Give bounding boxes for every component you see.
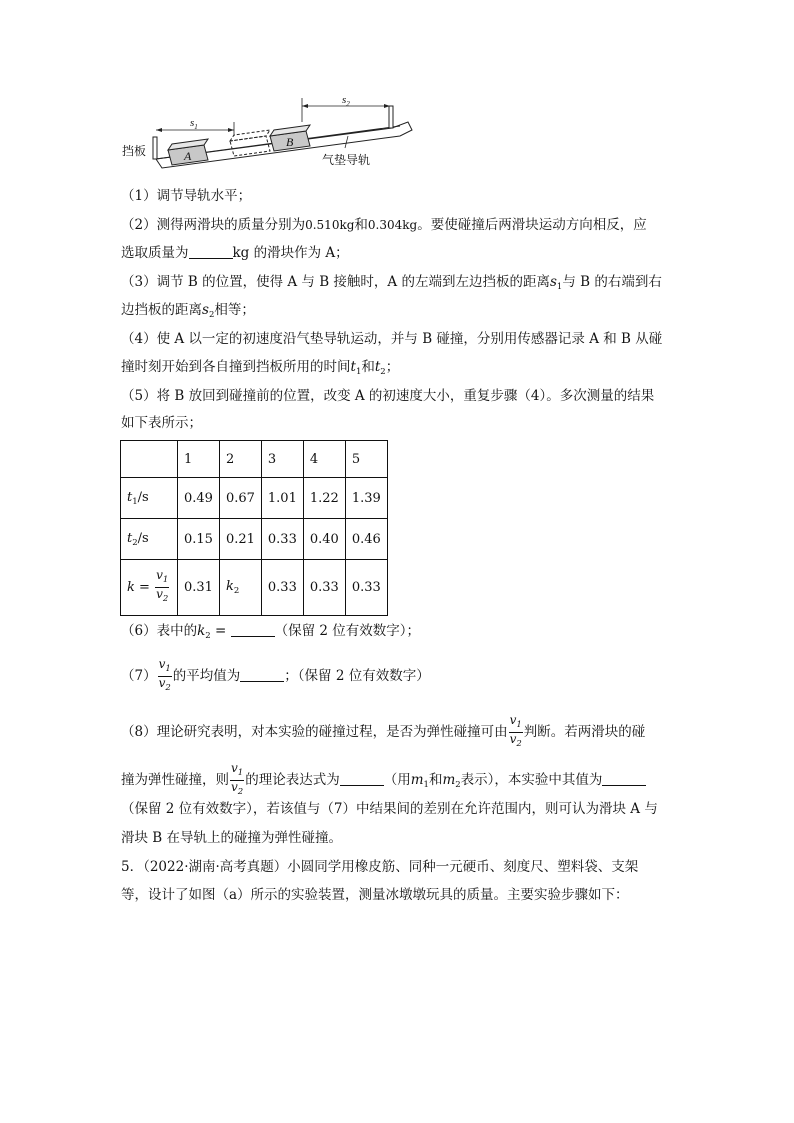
step-1-text: （1）调节导轨水平； [121, 188, 252, 204]
table-cell: 0.67 [219, 478, 261, 519]
table-row-t1 [121, 478, 388, 519]
table-cell: 0.33 [261, 519, 303, 560]
step-6 [121, 621, 420, 646]
row-label-t2: $t_2/s$ [121, 519, 178, 560]
step-7-text-b: 的平均值为 [172, 668, 241, 684]
table-cell: 0.46 [345, 519, 387, 560]
k2-sub: 2 [205, 631, 211, 641]
step-3 [121, 272, 662, 297]
step-6-text-a: （6）表中的 [121, 623, 198, 639]
step-8-cont-2 [121, 799, 658, 819]
step-8-text-e: （用 [383, 772, 411, 788]
step-1 [121, 186, 251, 206]
mass-2: 0.304kg [367, 218, 418, 232]
t1-var: t [350, 359, 356, 375]
table-cell: 0.33 [261, 560, 303, 616]
s2-sub: 2 [208, 310, 215, 320]
step-8-text-f: 表示），本实验中其值为 [460, 772, 603, 788]
step-2-cont [121, 243, 349, 263]
step-5-text-a: （5）将 B 放回到碰撞前的位置，改变 A 的初速度大小，重复步骤（4）。多次测量的结果 [121, 388, 655, 404]
m1-sub: 1 [423, 780, 429, 790]
t1-sub: 1 [355, 367, 362, 377]
question-5 [121, 857, 638, 877]
table-cell: 1.22 [303, 478, 345, 519]
table-cell: 0.31 [178, 560, 220, 616]
answer-blank-value[interactable] [602, 772, 646, 786]
mass-1: 0.510kg [305, 218, 355, 232]
table-header-cell: 1 [178, 441, 220, 478]
table-cell: 0.21 [219, 519, 261, 560]
step-8-text-c: 撞为弹性碰撞，则 [121, 772, 229, 788]
step-4-cont [121, 357, 399, 382]
step-3-text-c: 边挡板的距离 [121, 302, 202, 318]
table-cell: 0.33 [345, 560, 387, 616]
step-8-text-b: 判断。若两滑块的碰 [523, 724, 646, 740]
table-cell: 1.01 [261, 478, 303, 519]
results-table [120, 440, 388, 616]
table-cell: 0.40 [303, 519, 345, 560]
step-8-cont [121, 762, 646, 799]
answer-blank-expression[interactable] [340, 772, 384, 786]
step-4 [121, 329, 662, 349]
step-5-cont [121, 413, 202, 433]
step-3-text-b: 与 B 的右端到右 [562, 274, 662, 290]
t2-var: t [374, 359, 381, 375]
step-5 [121, 386, 654, 406]
table-header-row [121, 441, 388, 478]
question-5-cont [121, 885, 629, 905]
step-6-text-b: （保留 2 位有效数字）； [274, 623, 421, 639]
table-cell: 0.49 [178, 478, 220, 519]
answer-blank-average[interactable] [240, 668, 284, 682]
m2-var: m [442, 772, 456, 788]
step-2-text-b: 。要使碰撞后两滑块运动方向相反，应 [417, 217, 647, 233]
table-header-cell: 5 [345, 441, 387, 478]
step-2-text-a: （2）测得两滑块的质量分别为 [121, 217, 306, 233]
board-label: 挡板 [122, 144, 147, 158]
s2-label: $s_2$ [342, 94, 350, 108]
step-8-cont-3 [121, 828, 342, 848]
answer-blank-k2[interactable] [231, 623, 275, 637]
slider-a-label: A [184, 149, 192, 163]
table-cell: 0.15 [178, 519, 220, 560]
step-8-text-a: （8）理论研究表明，对本实验的碰撞过程，是否为弹性碰撞可由 [121, 724, 508, 740]
row-label-k: k = $\frac{v_1}{v_2}$ [121, 560, 178, 616]
table-row-k [121, 560, 388, 616]
v-ratio-fraction: $\frac{v_1}{v_2}$ [509, 713, 522, 749]
t2-sub: 2 [380, 367, 386, 377]
right-baffle [389, 106, 393, 128]
table-header-cell: 3 [261, 441, 303, 478]
step-8-text-d: 的理论表达式为 [245, 772, 340, 788]
step-4-end: ； [385, 359, 400, 375]
m1-var: m [410, 772, 424, 788]
v-ratio-fraction: $\frac{v_1}{v_2}$ [231, 761, 244, 797]
step-3-cont [121, 300, 255, 325]
step-2-text-d: kg 的滑块作为 A； [232, 245, 349, 261]
air-track-figure [110, 92, 420, 174]
step-2-and: 和 [354, 217, 368, 233]
track-label: 气垫导轨 [322, 153, 371, 167]
step-8 [121, 714, 645, 751]
step-5-text-b: 如下表所示； [121, 415, 202, 431]
left-baffle [153, 137, 157, 159]
step-7-text-a: （7） [121, 668, 157, 684]
question-5-text-b: 等，设计了如图（a）所示的实验装置，测量冰墩墩玩具的质量。主要实验步骤如下： [121, 887, 629, 903]
table-cell: 1.39 [345, 478, 387, 519]
step-7 [121, 658, 430, 695]
step-8-and: 和 [428, 772, 443, 788]
question-5-text-a: 5．（2022·湖南·高考真题）小圆同学用橡皮筋、同种一元硬币、刻度尺、塑料袋、支架 [121, 859, 639, 875]
answer-blank-mass[interactable] [189, 245, 233, 259]
slider-b-label: B [286, 135, 294, 149]
s2-var: s [202, 302, 209, 318]
step-8-text-h: 滑块 B 在导轨上的碰撞为弹性碰撞。 [121, 830, 343, 846]
step-4-and: 和 [361, 359, 375, 375]
table-header-cell: 4 [303, 441, 345, 478]
table-header-cell: 2 [219, 441, 261, 478]
step-4-text-a: （4）使 A 以一定的初速度沿气垫导轨运动，并与 B 碰撞，分别用传感器记录 A 和 B 从碰 [121, 331, 663, 347]
table-cell-k2: $k_2$ [219, 560, 261, 616]
s1-label: $s_1$ [190, 117, 198, 131]
step-3-text-d: 相等； [214, 302, 255, 318]
step-6-eq: = [210, 623, 231, 639]
step-7-text-c: ；（保留 2 位有效数字） [284, 668, 430, 684]
step-2 [121, 215, 647, 235]
m2-sub: 2 [455, 780, 461, 790]
step-4-text-b: 撞时刻开始到各自撞到挡板所用的时间 [121, 359, 351, 375]
k2-var: k [197, 623, 206, 639]
v-ratio-fraction: $\frac{v_1}{v_2}$ [158, 657, 171, 693]
step-3-text-a: （3）调节 B 的位置，使得 A 与 B 接触时，A 的左端到左边挡板的距离 [121, 274, 550, 290]
table-header-cell [121, 441, 178, 478]
step-2-text-c: 选取质量为 [121, 245, 189, 261]
s1-sub: 1 [556, 282, 563, 292]
table-row-t2 [121, 519, 388, 560]
s1-var: s [549, 274, 557, 290]
row-label-t1: $t_1/s$ [121, 478, 178, 519]
step-8-text-g: （保留 2 位有效数字），若该值与（7）中结果间的差别在允许范围内，则可认为滑块 A 与 [121, 801, 658, 817]
table-cell: 0.33 [303, 560, 345, 616]
